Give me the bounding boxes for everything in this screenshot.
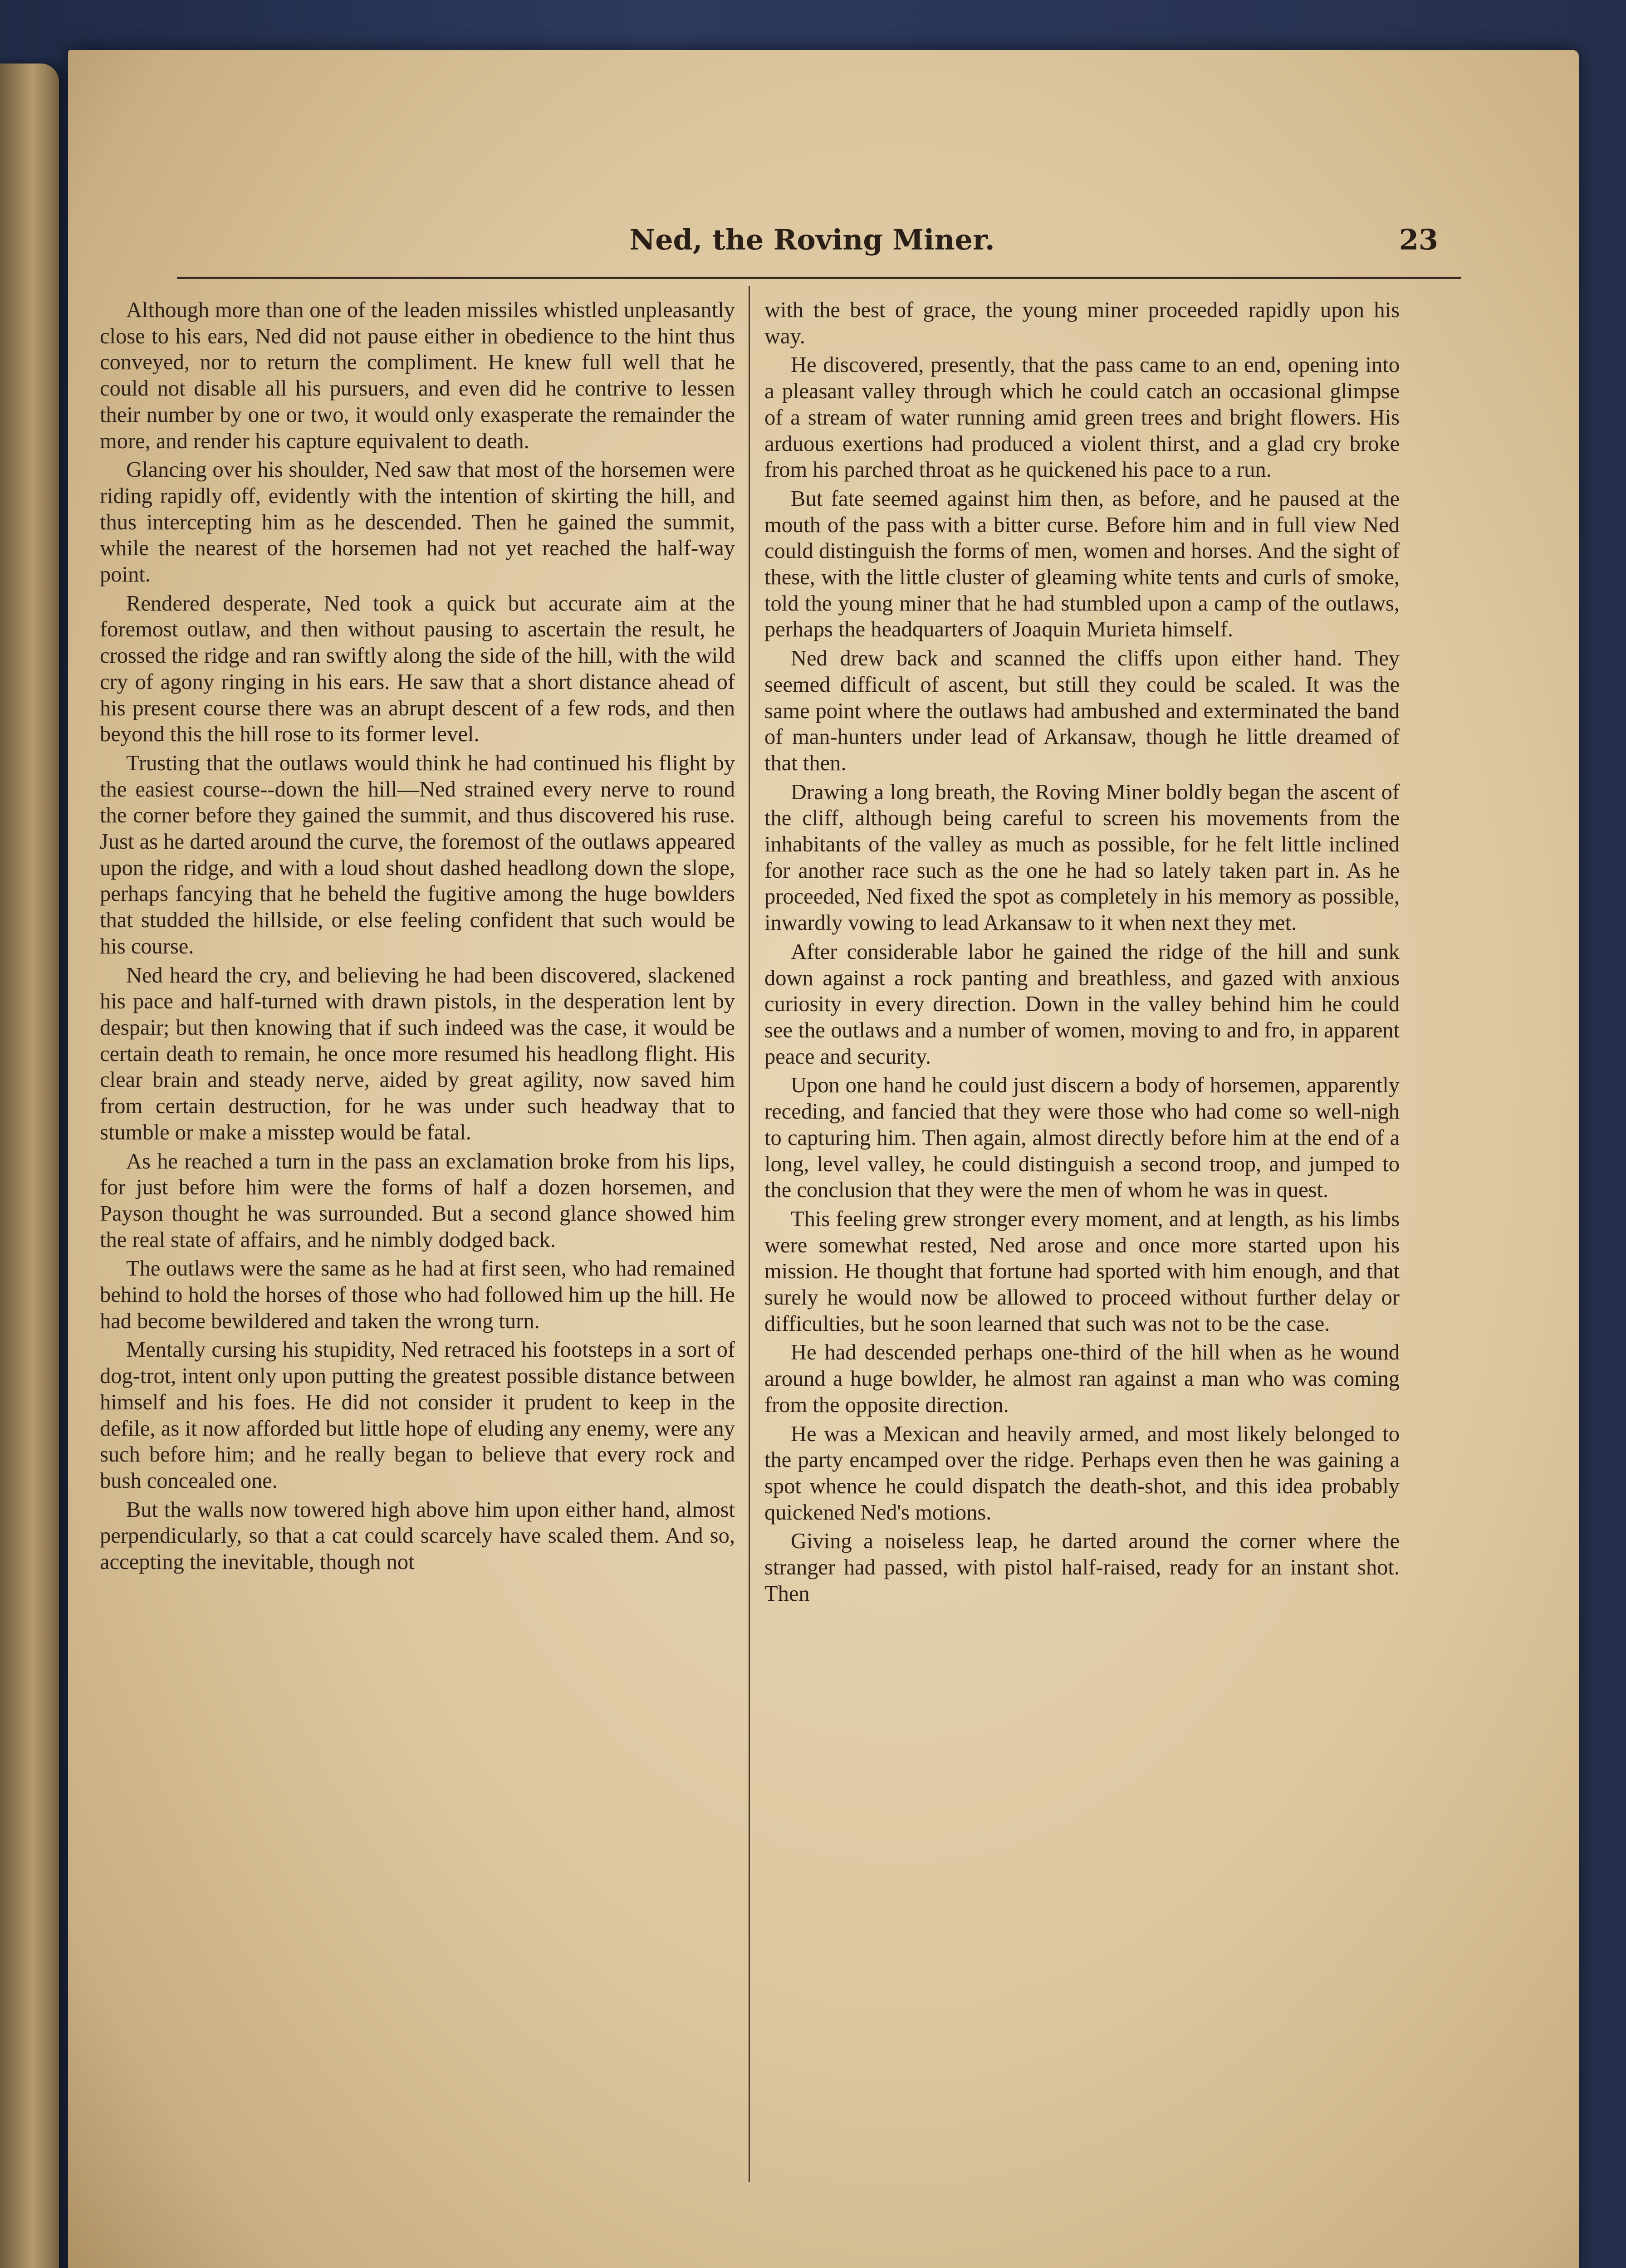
- paragraph: The outlaws were the same as he had at first seen, who had remained behind to hold the horses of those who had followed him up the hill. He had become bewildered and taken the wrong turn.: [100, 1256, 735, 1333]
- column-divider: [749, 286, 750, 2182]
- header-rule: [177, 277, 1461, 279]
- paragraph: Rendered desperate, Ned took a quick but accurate aim at the foremost outlaw, and then without pausing to ascertain the result, he crossed the ridge and ran swiftly along the side of the hill, with the wild cry of agony ringing in his ears. He saw that a short distance ahead of his present course there was an abrupt descent of a few rods, and then beyond this the hill rose to its former level.: [100, 591, 735, 747]
- paragraph: After considerable labor he gained the ridge of the hill and sunk down against a rock panting and breathless, and gazed with anxious curiosity in every direction. Down in the valley behind him he could see the outlaws and a number of women, moving to and fro, in apparent peace and security.: [764, 939, 1400, 1069]
- paragraph: He discovered, presently, that the pass came to an end, opening into a pleasant valley through which he could catch an occasional glimpse of a stream of water running amid green trees and bright flowers. His arduous exertions had produced a violent thirst, and a glad cry broke from his parched throat as he quickened his pace to a run.: [764, 353, 1400, 482]
- paragraph: Upon one hand he could just discern a body of horsemen, apparently receding, and fancied that they were those who had come so well-nigh to capturing him. Then again, almost directly before him at the end of a long, level valley, he could distinguish a second troop, and jumped to the conclusion that they were the men of whom he was in quest.: [764, 1073, 1400, 1202]
- paragraph: He had descended perhaps one-third of the hill when as he wound around a huge bowlder, he almost ran against a man who was coming from the opposite direction.: [764, 1340, 1400, 1417]
- paragraph: Ned drew back and scanned the cliffs upon either hand. They seemed difficult of ascent, but still they could be scaled. It was the same point where the outlaws had ambushed and exterminated the band of man-hunters under lead of Arkansaw, though he little dreamed of that then.: [764, 646, 1400, 775]
- page-header: [68, 213, 1579, 268]
- paragraph: But the walls now towered high above him upon either hand, almost perpendicularly, so that a cat could scarcely have scaled them. And so, accepting the inevitable, though not: [100, 1497, 735, 1574]
- paragraph: Although more than one of the leaden missiles whistled unpleasantly close to his ears, Ned did not pause either in obedience to the hint thus conveyed, nor to return the compliment. He knew full well that he could not disable all his pursuers, and even did he contrive to lessen their number by one or two, it would only exasperate the remainder the more, and render his capture equivalent to death.: [100, 298, 735, 453]
- left-column: [100, 297, 735, 2184]
- book-page: [68, 50, 1579, 2268]
- paragraph: Mentally cursing his stupidity, Ned retraced his footsteps in a sort of dog-trot, intent only upon putting the greatest possible distance between himself and his foes. He did not consider it prudent to keep in the defile, as it now afforded but little hope of eluding any enemy, were any such before him; and he really began to believe that every rock and bush concealed one.: [100, 1338, 735, 1493]
- running-title: Ned, the Roving Miner.: [629, 223, 995, 256]
- paragraph: But fate seemed against him then, as before, and he paused at the mouth of the pass with a bitter curse. Before him and in full view Ned could distinguish the forms of men, women and horses. And the sight of these, with the little cluster of gleaming white tents and curls of smoke, told the young miner that he had stumbled upon a camp of the outlaws, perhaps the headquarters of Joaquin Murieta himself.: [764, 486, 1400, 642]
- paragraph: He was a Mexican and heavily armed, and most likely belonged to the party encamped over the ridge. Perhaps even then he was gaining a spot whence he could dispatch the death-shot, and this idea probably quickened Ned's motions.: [764, 1422, 1400, 1525]
- paragraph: Glancing over his shoulder, Ned saw that most of the horsemen were riding rapidly off, evidently with the intention of skirting the hill, and thus intercepting him as he descended. Then he gained the summit, while the nearest of the horsemen had not yet reached the half-way point.: [100, 458, 735, 587]
- right-column: [764, 297, 1400, 2184]
- paragraph: Trusting that the outlaws would think he had continued his flight by the easiest course--down the hill—Ned strained every nerve to round the corner before they gained the summit, and thus discovered his ruse. Just as he darted around the curve, the foremost of the outlaws appeared upon the ridge, and with a loud shout dashed headlong down the slope, perhaps fancying that he beheld the fugitive among the huge bowlders that studded the hillside, or else feeling confident that such would be his course.: [100, 751, 735, 958]
- paragraph-continued: with the best of grace, the young miner proceeded rapidly upon his way.: [764, 298, 1400, 348]
- paragraph: This feeling grew stronger every moment, and at length, as his limbs were somewhat rested, Ned arose and once more started upon his mission. He thought that fortune had sported with him enough, and that surely he would now be allowed to proceed without further delay or difficulties, but he soon learned that such was not to be the case.: [764, 1207, 1400, 1336]
- paragraph: Drawing a long breath, the Roving Miner boldly began the ascent of the cliff, although being careful to screen his movements from the inhabitants of the valley as much as possible, for he felt little inclined for another race such as the one he had so lately taken part in. As he proceeded, Ned fixed the spot as completely in his memory as possible, inwardly vowing to lead Arkansaw to it when next they met.: [764, 780, 1400, 935]
- page-number: 23: [1399, 223, 1438, 256]
- paragraph: Giving a noiseless leap, he darted around the corner where the stranger had passed, with pistol half-raised, ready for an instant shot. Then: [764, 1529, 1400, 1606]
- previous-page-edge: [0, 64, 59, 2268]
- paragraph: As he reached a turn in the pass an exclamation broke from his lips, for just before him were the forms of half a dozen horsemen, and Payson thought he was surrounded. But a second glance showed him the real state of affairs, and he nimbly dodged back.: [100, 1149, 735, 1252]
- paragraph: Ned heard the cry, and believing he had been discovered, slackened his pace and half-turned with drawn pistols, in the desperation lent by despair; but then knowing that if such indeed was the case, it would be certain death to remain, he once more resumed his headlong flight. His clear brain and steady nerve, aided by great agility, now saved him from certain destruction, for he was under such headway that to stumble or make a misstep would be fatal.: [100, 963, 735, 1144]
